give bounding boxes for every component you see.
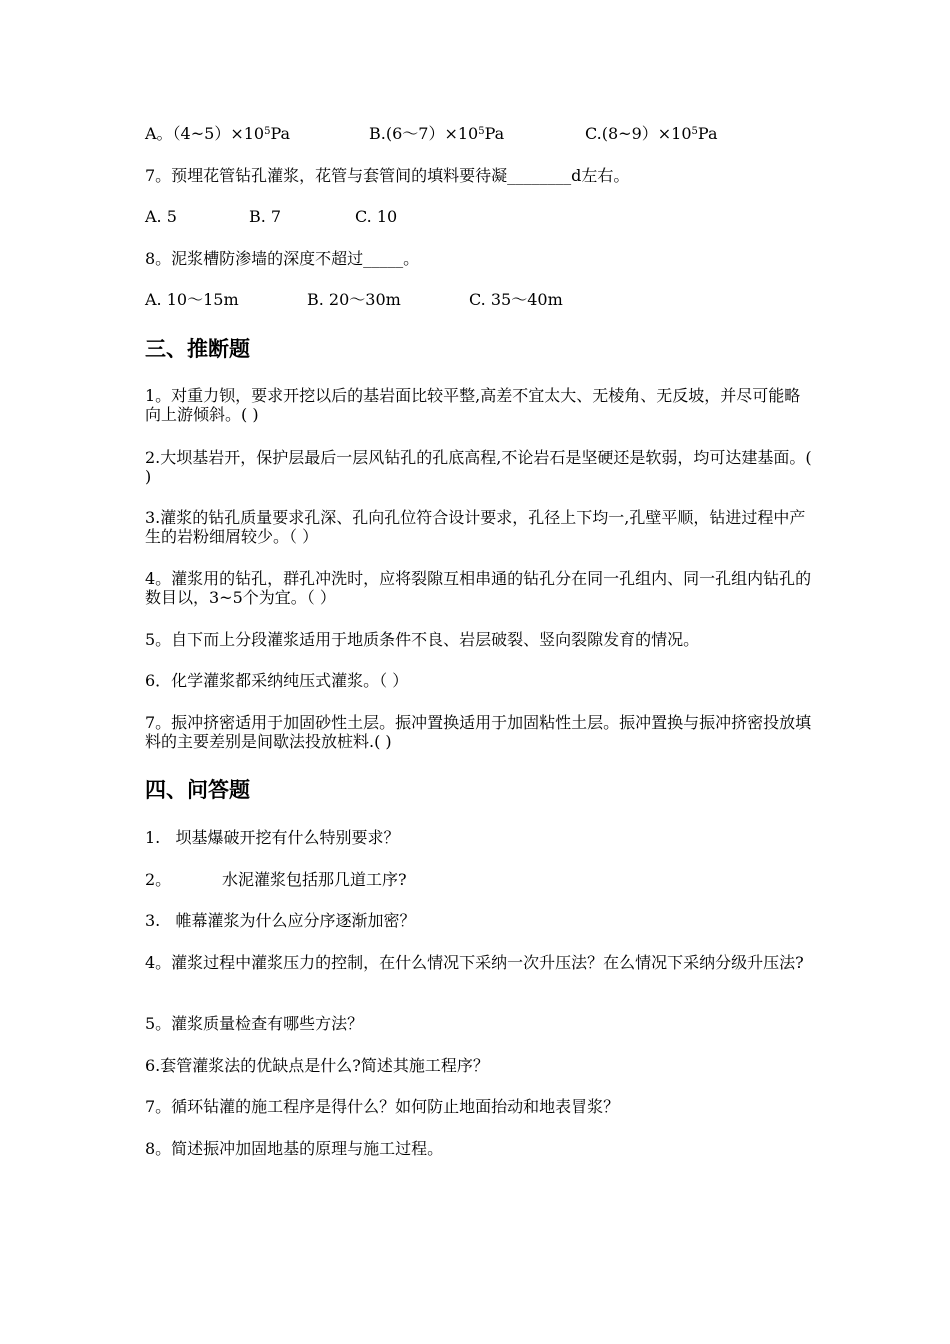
qa-item-2: 2。 水泥灌浆包括那几道工序? bbox=[145, 870, 407, 889]
judgment-item-5: 5。自下而上分段灌浆适用于地质条件不良、岩层破裂、竖向裂隙发育的情况。 bbox=[145, 630, 700, 649]
section-3-heading: 三、推断题 bbox=[145, 337, 250, 361]
question-8: 8。泥浆槽防渗墙的深度不超过_____。 bbox=[145, 249, 420, 268]
q6-option-a: A。$(4\sim 5)\times 10^5Pa$ bbox=[145, 124, 291, 143]
judgment-item-4: 4。灌浆用的钻孔，群孔冲洗时，应将裂隙互相串通的钻孔分在同一孔组内、同一孔组内钻孔的数目以，3~5个为宜。（ ） bbox=[145, 569, 812, 607]
q8-option-a: A. 10～15m bbox=[145, 290, 239, 309]
section-4-heading: 四、问答题 bbox=[145, 778, 250, 802]
q6-option-b: $B.(6\sim 7)\times 10^5Pa$ bbox=[369, 124, 505, 143]
judgment-item-3: 3.灌浆的钻孔质量要求孔深、孔向孔位符合设计要求，孔径上下均一,孔壁平顺，钻进过程中产生的岩粉细屑较少。（ ） bbox=[145, 508, 806, 546]
judgment-item-7: 7。振冲挤密适用于加固砂性土层。振冲置换适用于加固粘性土层。振冲置换与振冲挤密投放填料的主要差别是间歇法投放桩料.( ) bbox=[145, 713, 812, 751]
q7-options bbox=[145, 207, 815, 226]
judgment-item-1: 1。对重力钡，要求开挖以后的基岩面比较平整,高差不宜太大、无棱角、无反坡，并尽可能略向上游倾斜。( ) bbox=[145, 386, 801, 424]
qa-item-1: 1. 坝基爆破开挖有什么特别要求？ bbox=[145, 828, 400, 847]
q7-option-c: C. 10 bbox=[355, 207, 398, 226]
q8-options bbox=[145, 290, 815, 309]
qa-item-7: 7。循环钻灌的施工程序是得什么？如何防止地面抬动和地表冒浆？ bbox=[145, 1097, 620, 1116]
judgment-item-2: 2.大坝基岩开，保护层最后一层风钻孔的孔底高程,不论岩石是坚硬还是软弱，均可达建基面。( ) bbox=[145, 448, 812, 486]
qa-item-5: 5。灌浆质量检查有哪些方法？ bbox=[145, 1014, 364, 1033]
q7-option-b: B. 7 bbox=[249, 207, 282, 226]
qa-item-3: 3. 帷幕灌浆为什么应分序逐渐加密？ bbox=[145, 911, 416, 930]
qa-item-4: 4。灌浆过程中灌浆压力的控制，在什么情况下采纳一次升压法？在么情况下采纳分级升压法? bbox=[145, 953, 804, 972]
qa-item-6: 6.套管灌浆法的优缺点是什么?简述其施工程序？ bbox=[145, 1056, 489, 1075]
q7-option-a: A. 5 bbox=[145, 207, 177, 226]
q8-option-c: C. 35～40m bbox=[469, 290, 563, 309]
q6-option-c: $C.(8\sim 9)\times 10^5Pa$ bbox=[585, 124, 718, 143]
q6-options bbox=[145, 124, 815, 143]
q8-option-b: B. 20～30m bbox=[307, 290, 401, 309]
judgment-item-6: 6．化学灌浆都采纳纯压式灌浆。（ ） bbox=[145, 671, 409, 690]
question-7: 7。预埋花管钻孔灌浆，花管与套管间的填料要待凝________d左右。 bbox=[145, 166, 630, 185]
qa-item-8: 8。简述振冲加固地基的原理与施工过程。 bbox=[145, 1139, 444, 1158]
